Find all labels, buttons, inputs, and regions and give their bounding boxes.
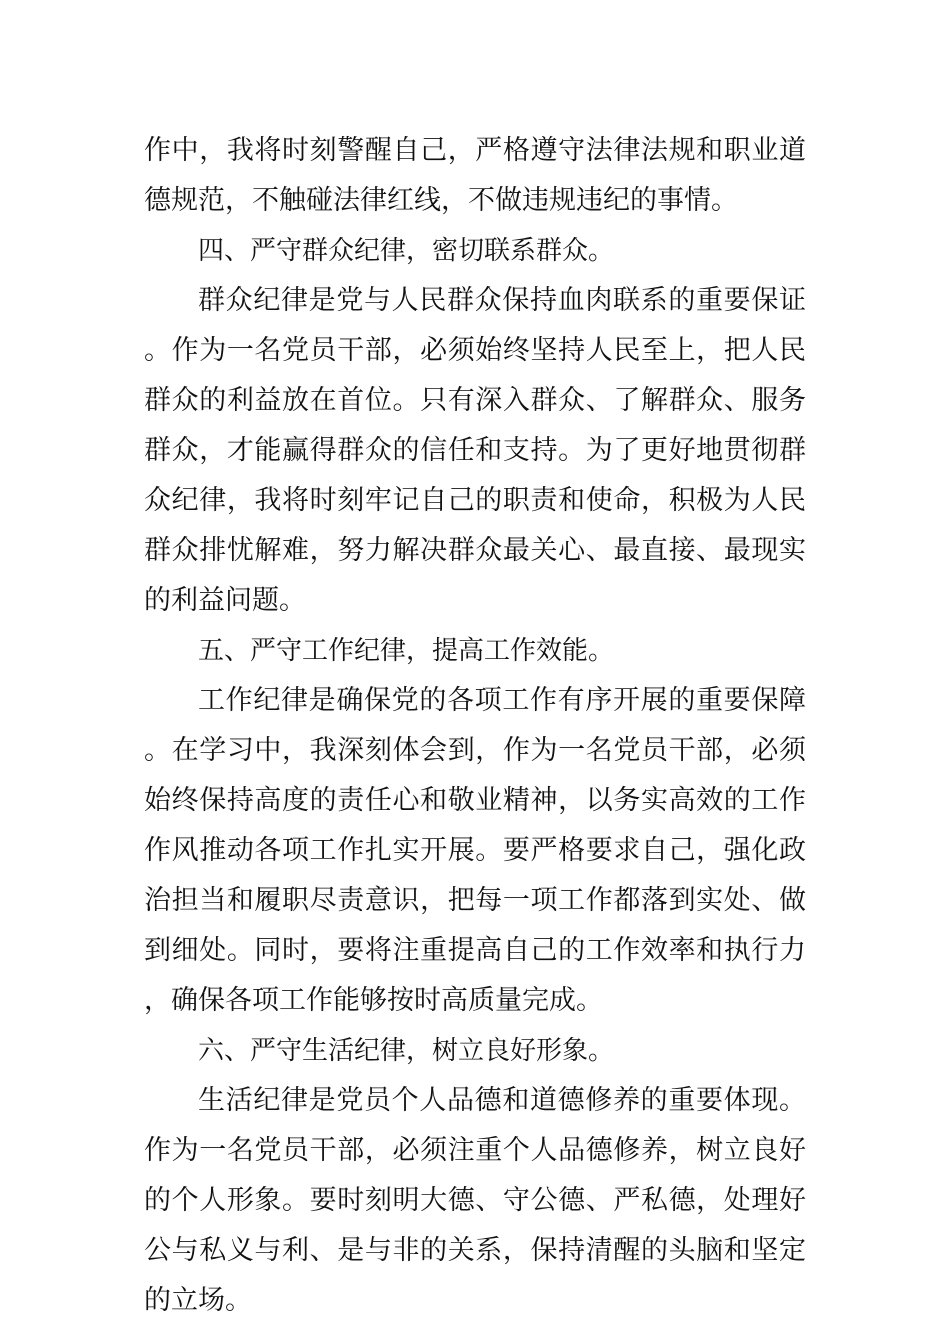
document-body (144, 126, 806, 1326)
paragraph-continuation: 作中，我将时刻警醒自己，严格遵守法律法规和职业道德规范，不触碰法律红线，不做违规违纪的事情。 (144, 135, 806, 216)
paragraph-mass-discipline: 群众纪律是党与人民群众保持血肉联系的重要保证。作为一名党员干部，必须始终坚持人民至上，把人民群众的利益放在首位。只有深入群众、了解群众、服务群众，才能赢得群众的信任和支持。为了更好地贯彻群众纪律，我将时刻牢记自己的职责和使命，积极为人民群众排忧解难，努力解决群众最关心、最直接、最现实的利益问题。 (144, 285, 806, 616)
paragraph-work-discipline: 工作纪律是确保党的各项工作有序开展的重要保障。在学习中，我深刻体会到，作为一名党员干部，必须始终保持高度的责任心和敬业精神，以务实高效的工作作风推动各项工作扎实开展。要严格要求自己，强化政治担当和履职尽责意识，把每一项工作都落到实处、做到细处。同时，要将注重提高自己的工作效率和执行力，确保各项工作能够按时高质量完成。 (144, 685, 806, 1016)
section-heading-4: 四、严守群众纪律，密切联系群众。 (198, 236, 615, 266)
section-heading-6: 六、严守生活纪律，树立良好形象。 (198, 1036, 615, 1066)
section-heading-5: 五、严守工作纪律，提高工作效能。 (198, 636, 615, 666)
paragraph-life-discipline: 生活纪律是党员个人品德和道德修养的重要体现。作为一名党员干部，必须注重个人品德修养，树立良好的个人形象。要时刻明大德、守公德、严私德，处理好公与私义与利、是与非的关系，保持清醒的头脑和坚定的立场。 (144, 1085, 806, 1316)
